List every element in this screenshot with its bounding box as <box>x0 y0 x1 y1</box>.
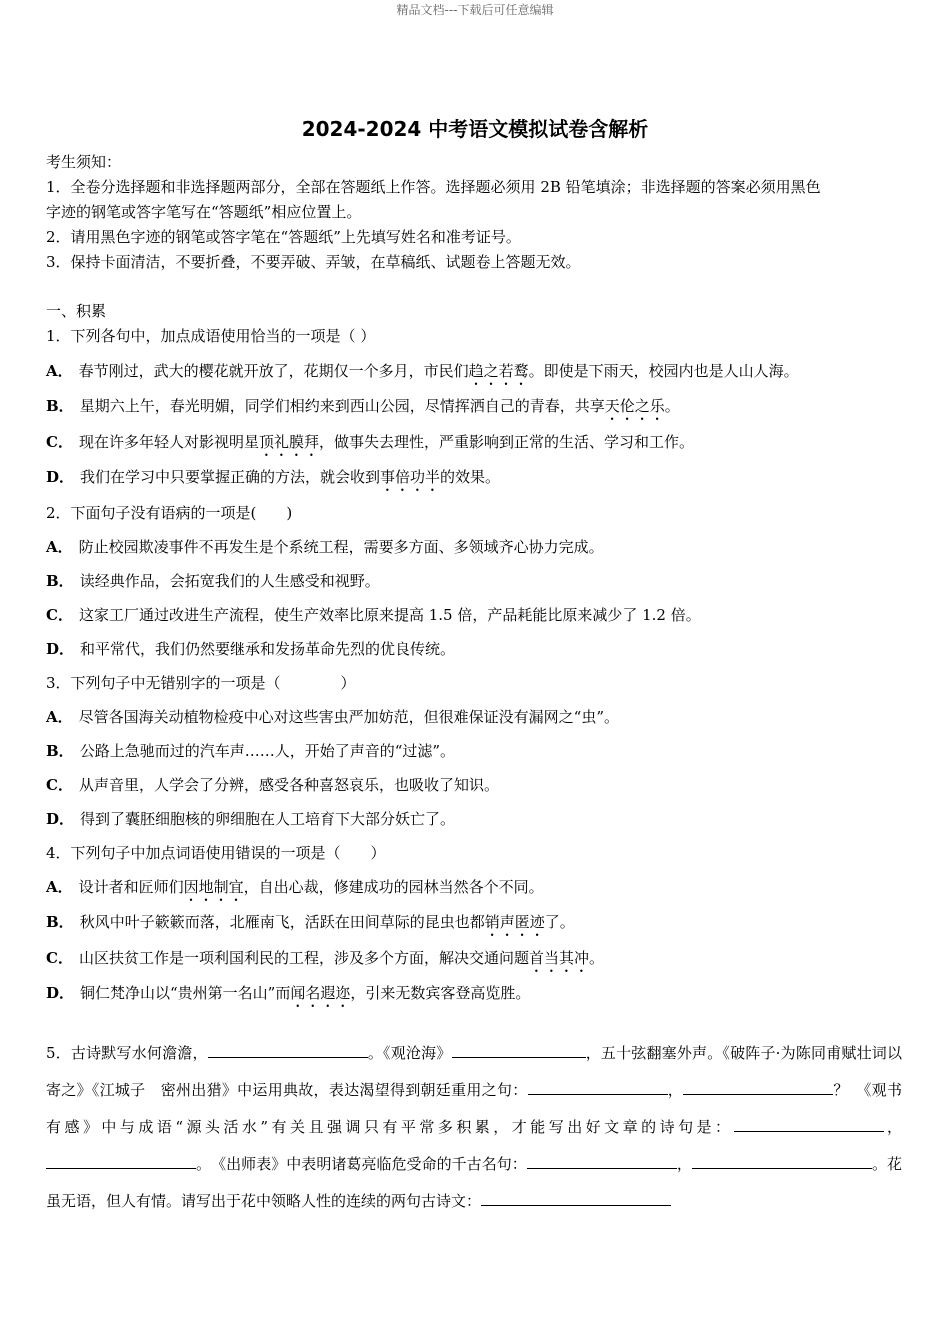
q5-text: ， <box>883 1118 902 1136</box>
option-text: 从声音里，人学会了分辨，感受各种喜怒哀乐，也吸收了知识。 <box>78 776 499 794</box>
dotted-idiom: 顶礼膜拜 <box>258 433 319 451</box>
option-text: ，引来无数宾客登高览胜。 <box>350 984 531 1002</box>
option-text: 和平常代，我们仍然要继承和发扬革命先烈的优良传统。 <box>80 640 456 658</box>
option-text: ，自出心裁，修建成功的园林当然各个不同。 <box>243 878 544 896</box>
dotted-idiom: 事倍功半 <box>380 468 441 486</box>
q2-option-a <box>46 537 906 557</box>
answer-blank[interactable] <box>734 1116 884 1132</box>
q5-paragraph <box>46 1035 902 1220</box>
answer-blank[interactable] <box>683 1079 833 1095</box>
notice-line-4: 3．保持卡面清洁，不要折叠，不要弄破、弄皱，在草稿纸、试题卷上答题无效。 <box>46 253 581 271</box>
q5-text: 5．古诗默写水何澹澹， <box>46 1044 208 1062</box>
option-text: 。 <box>588 949 604 967</box>
q4-option-b <box>46 912 906 940</box>
option-label: A． <box>46 708 73 726</box>
q1-option-d <box>46 467 906 495</box>
q4-option-c <box>46 948 906 976</box>
option-label: B． <box>46 742 74 760</box>
option-label: B． <box>46 572 74 590</box>
q2-option-d <box>46 639 906 659</box>
option-text: 公路上急驰而过的汽车声……人，开始了声音的“过滤”。 <box>79 742 456 760</box>
answer-blank[interactable] <box>208 1042 368 1058</box>
option-text: 我们在学习中只要掌握正确的方法，就会收到 <box>80 468 381 486</box>
answer-blank[interactable] <box>46 1153 196 1169</box>
option-text: 这家工厂通过改进生产流程，使生产效率比原来提高 1.5 倍，产品耗能比原来减少了 1.2 倍。 <box>78 606 701 624</box>
option-label: C． <box>46 433 73 451</box>
notice-heading: 考生须知： <box>46 153 122 171</box>
option-label: B． <box>46 913 74 931</box>
q2-option-b <box>46 571 906 591</box>
q5-text: ， <box>667 1081 684 1099</box>
q5-text: ， <box>676 1155 692 1173</box>
q5-text: 。《观沧海》 <box>367 1044 452 1062</box>
q3-option-d <box>46 809 906 829</box>
option-label: D． <box>46 468 75 486</box>
option-text: 的效果。 <box>440 468 501 486</box>
option-text: 了。 <box>544 913 575 931</box>
answer-blank[interactable] <box>481 1190 671 1206</box>
option-label: B． <box>46 397 74 415</box>
q1-option-b <box>46 396 906 424</box>
option-text: 设计者和匠师们 <box>78 878 184 896</box>
option-text: 星期六上午，春光明媚，同学们相约来到西山公园，尽情挥洒自己的青春，共享 <box>79 397 605 415</box>
option-label: D． <box>46 984 75 1002</box>
option-text: 现在许多年轻人对影视明星 <box>78 433 259 451</box>
option-label: D． <box>46 810 75 828</box>
header-note: 精品文档---下载后可任意编辑 <box>396 3 554 17</box>
q1-option-c <box>46 432 906 460</box>
dotted-idiom: 趋之若鹜 <box>468 362 529 380</box>
option-text: 得到了囊胚细胞核的卵细胞在人工培育下大部分妖亡了。 <box>80 810 456 828</box>
option-text: 。即使是下雨天，校园内也是人山人海。 <box>528 362 799 380</box>
section-heading: 一、积累 <box>46 302 107 320</box>
option-text: 。 <box>664 397 680 415</box>
q3-option-c <box>46 775 906 795</box>
option-label: C． <box>46 776 73 794</box>
option-text: 读经典作品，会拓宽我们的人生感受和视野。 <box>79 572 380 590</box>
q4-option-d <box>46 983 906 1011</box>
q2-stem: 2．下面句子没有语病的一项是( ) <box>46 504 293 522</box>
q4-stem: 4．下列句子中加点词语使用错误的一项是（ ） <box>46 844 386 862</box>
q3-stem: 3．下列句子中无错别字的一项是（ ） <box>46 674 356 692</box>
option-text: 防止校园欺凌事件不再发生是个系统工程，需要多方面、多领域齐心协力完成。 <box>78 538 604 556</box>
option-label: C． <box>46 606 73 624</box>
option-text: 山区扶贫工作是一项利国利民的工程，涉及多个方面，解决交通问题 <box>78 949 529 967</box>
notice-line-3: 2．请用黑色字迹的钢笔或答字笔在“答题纸”上先填写姓名和准考证号。 <box>46 228 521 246</box>
q1-option-a <box>46 361 906 389</box>
q5-text: 。 《出师表》中表明诸葛亮临危受命的千古名句： <box>196 1155 527 1173</box>
q3-option-b <box>46 741 906 761</box>
option-label: D． <box>46 640 75 658</box>
dotted-word: 首当其冲 <box>528 949 589 967</box>
option-text: 秋风中叶子簌簌而落，北雁南飞，活跃在田间草际的昆虫也都 <box>79 913 485 931</box>
option-text: ，做事失去理性，严重影响到正常的生活、学习和工作。 <box>318 433 694 451</box>
option-label: C． <box>46 949 73 967</box>
dotted-word: 销声匿迹 <box>484 913 545 931</box>
dotted-idiom: 天伦之乐 <box>604 397 665 415</box>
answer-blank[interactable] <box>528 1079 668 1095</box>
option-text: 尽管各国海关动植物检疫中心对这些害虫严加妨范，但很难保证没有漏网之“虫”。 <box>78 708 619 726</box>
answer-blank[interactable] <box>527 1153 677 1169</box>
option-label: A． <box>46 362 73 380</box>
q5-text: 。花虽无语，但人有情。请写出于花中领略人性的连续的两句古诗文： <box>46 1155 902 1210</box>
q4-option-a <box>46 877 906 905</box>
answer-blank[interactable] <box>452 1042 586 1058</box>
q5-text: ？ 《观书有感》中与成语“源头活水”有关且强调只有平常多积累，才能写出好文章的诗句是： <box>46 1081 902 1136</box>
q5-text: ，五十弦翻塞外声。《破阵子·为陈同甫赋壮词以寄之》《江城子 密州出猎》中运用典故，表达渴望得到朝廷重用之句： <box>46 1044 902 1099</box>
q1-stem: 1．下列各句中，加点成语使用恰当的一项是（ ） <box>46 327 376 345</box>
q3-option-a <box>46 707 906 727</box>
option-text: 春节刚过，武大的樱花就开放了，花期仅一个多月，市民们 <box>78 362 469 380</box>
option-label: A． <box>46 538 73 556</box>
notice-line-1: 1．全卷分选择题和非选择题两部分，全部在答题纸上作答。选择题必须用 2B 铅笔填涂；非选择题的答案必须用黑色 <box>46 178 821 196</box>
notice-line-2: 字迹的钢笔或答字笔写在“答题纸”相应位置上。 <box>46 203 362 221</box>
q2-option-c <box>46 605 906 625</box>
option-label: A． <box>46 878 73 896</box>
page-title: 2024-2024 中考语文模拟试卷含解析 <box>301 117 649 141</box>
option-text: 铜仁梵净山以“贵州第一名山”而 <box>80 984 291 1002</box>
dotted-word: 因地制宜 <box>183 878 244 896</box>
answer-blank[interactable] <box>692 1153 872 1169</box>
dotted-word: 闻名遐迩 <box>290 984 351 1002</box>
